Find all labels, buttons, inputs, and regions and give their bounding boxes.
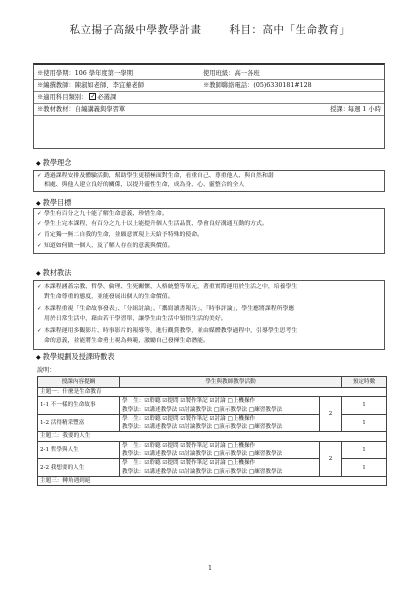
diamond-icon: ◆ — [36, 200, 41, 207]
method-item: ✓ 本課程運用多觀影片、時事影片的報導等，進行觀賞教學，並由媒體教學過程中，引導學生思考生 — [37, 328, 298, 334]
check-bullet-icon: ✓ — [37, 173, 42, 179]
group-hours-cell: 2 — [320, 397, 342, 432]
page-number: 1 — [208, 565, 212, 572]
subject-title: 科目：高中「生命教育」 — [229, 24, 351, 36]
hours-cell: 1 — [342, 397, 387, 415]
diamond-icon: ◆ — [36, 160, 41, 167]
column-header: 預定時數 — [342, 377, 387, 388]
teacher-value: 陳淑如老師、李宜蓁老師 — [74, 82, 145, 89]
schedule-note: 說明： — [37, 367, 56, 374]
check-bullet-icon: ✓ — [37, 284, 42, 290]
diamond-icon: ◆ — [36, 354, 41, 361]
page-title — [0, 22, 420, 37]
scope-value: 高一各班 — [234, 70, 260, 77]
check-bullet-icon: ✓ — [37, 211, 42, 217]
philosophy-line: ✓ 透過課程安排及體驗活動，幫助學生更積極面對生命，看重自己、尊重他人、與自然和諧 — [37, 173, 274, 179]
hours-cell: 1 — [342, 441, 387, 459]
table-header-row — [38, 377, 387, 388]
goal-item: ✓ 知道如何做一個人，及了解人存在的意義與價值。 — [37, 243, 174, 249]
theme-row — [38, 476, 387, 485]
info-row-category: ※適用科目類別：✓ 必選課 — [37, 92, 116, 103]
info-divider — [34, 115, 384, 116]
theme-title: 主題一：什麼是生命教育 — [38, 388, 387, 397]
philosophy-box — [33, 170, 385, 192]
info-row-materials: ※教材教材：自編講義與學習單 授課： 每週 1 小時 — [37, 106, 381, 113]
column-header: 授課內容提綱 — [38, 377, 120, 388]
theme-row — [38, 432, 387, 441]
topic-cell: 1-2 活得精采豐富 — [38, 414, 120, 432]
theme-title: 主題二：我要的人生 — [38, 432, 387, 441]
topic-cell: 1-1 不一樣的生命故事 — [38, 397, 120, 415]
goals-box — [33, 208, 385, 254]
table-row — [38, 441, 387, 459]
phone-value: (05)6330181#128 — [253, 82, 312, 89]
topic-cell: 2-2 我想要的人生 — [38, 459, 120, 477]
column-header: 學生與教師教學活動 — [120, 377, 342, 388]
period-value: 106 學年度第一學期 — [74, 70, 133, 77]
check-bullet-icon: ✓ — [37, 243, 42, 249]
hours-cell: 1 — [342, 414, 387, 432]
method-item: 用於日常生活中，藉由若干學習單，讓學生由生活中領悟生活的美好。 — [44, 316, 227, 322]
method-item: ✓ 本課程重視「生命故事發表」、「分組討論」、「攜寫讀書報告」、「時事評論」，學生應將課程所學應 — [37, 306, 295, 312]
plan-title: 私立揚子高級中學教學計畫 — [69, 24, 202, 36]
goal-item: ✓ 肯定獨一無二自我的生命，並願意實現上天給予特殊的使命。 — [37, 232, 204, 238]
activity-cell: 學 生：☑聆聽 ☑提問 ☑製作筆記 ☑討論 □上機操作 教學法：☑講述教學法 ☑討論教學法 □演示教學法 □練習教學法 — [120, 441, 320, 459]
activity-cell: 學 生：☑聆聽 ☑提問 ☑製作筆記 ☑討論 □上機操作 教學法：☑講述教學法 ☑討論教學法 □演示教學法 □練習教學法 — [120, 397, 320, 415]
theme-title: 主題三：轉角遇到絕 — [38, 476, 387, 485]
goal-item: ✓ 學生有百分之九十能了解生命意義、珍惜生命。 — [37, 211, 168, 217]
course-info-box — [33, 63, 385, 149]
activity-cell: 學 生：☑聆聽 ☑提問 ☑製作筆記 ☑討論 □上機操作 教學法：☑講述教學法 ☑討論教學法 □演示教學法 □練習教學法 — [120, 414, 320, 432]
check-bullet-icon: ✓ — [37, 328, 42, 334]
checked-box-icon — [89, 93, 96, 100]
category-value: 必選課 — [97, 94, 117, 101]
philosophy-heading: ◆ 教學理念 — [36, 158, 72, 167]
goals-heading: ◆ 教學目標 — [36, 198, 72, 207]
methods-heading: ◆ 教材教法 — [36, 268, 72, 277]
check-bullet-icon: ✓ — [37, 306, 42, 312]
methods-box — [33, 280, 385, 350]
theme-row — [38, 388, 387, 397]
hours-value: 每週 1 小時 — [347, 106, 381, 113]
method-item: 命的意義，並能將生命勇士視為典範，激勵自己發揮生命潛能。 — [44, 338, 209, 344]
diamond-icon: ◆ — [36, 270, 41, 277]
materials-value: 自編講義與學習單 — [74, 106, 126, 113]
schedule-table — [37, 376, 387, 486]
philosophy-line: 相處、與他人建立良好的關係，以提升靈性生命，成為身、心、靈整合的全人 — [44, 182, 245, 188]
schedule-heading: ◆ 教學規劃及授課時數表 — [36, 352, 115, 361]
check-bullet-icon: ✓ — [37, 221, 42, 227]
info-row-period: ※使用學期：106 學年度第一學期 使用班級：高一各班 — [37, 70, 260, 77]
method-item: 對生命尊重的態度，並能發展出個人的生命價值。 — [44, 294, 174, 300]
goal-item: ✓ 學生上完本課程，有百分之九十以上能提升個人生活品質、學會良好溝通互動的方式。 — [37, 221, 268, 227]
topic-cell: 2-1 哲學與人生 — [38, 441, 120, 459]
group-hours-cell: 2 — [320, 441, 342, 476]
table-row — [38, 397, 387, 415]
activity-cell: 學 生：☑聆聽 ☑提問 ☑製作筆記 ☑討論 □上機操作 教學法：☑講述教學法 ☑討論教學法 □演示教學法 □練習教學法 — [120, 459, 320, 477]
method-item: ✓ 本課程涵蓋宗教、哲學、倫理、生死關懷、人格統整等單元，著重實際運用於生活之中，培養學生 — [37, 284, 298, 290]
check-bullet-icon: ✓ — [37, 232, 42, 238]
info-row-teacher: ※編撰教師：陳淑如老師、李宜蓁老師 ※教師聯絡電話：(05)6330181#128 — [37, 82, 312, 89]
hours-cell: 1 — [342, 459, 387, 477]
